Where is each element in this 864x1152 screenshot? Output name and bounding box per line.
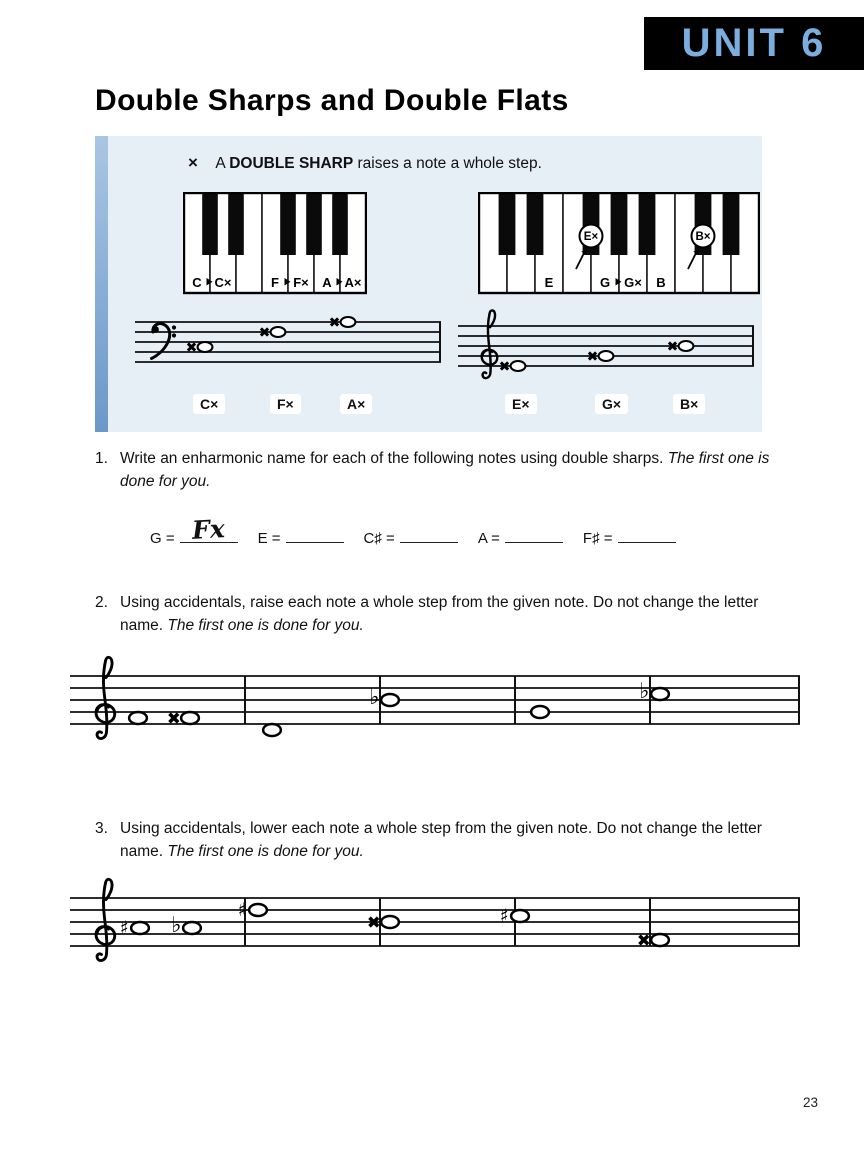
whole-note — [381, 916, 399, 928]
answer-blank — [505, 538, 563, 543]
whole-note — [341, 317, 356, 327]
answer-label: F♯ = — [582, 530, 613, 547]
key-label: C× — [214, 275, 232, 290]
exercise-number: 2. — [95, 594, 108, 611]
whole-note — [131, 922, 149, 934]
answer-label: E = — [257, 530, 281, 547]
answer-label: A = — [477, 530, 500, 547]
page-number: 23 — [802, 1095, 818, 1110]
answer-item — [583, 502, 676, 547]
key-label: G — [599, 275, 611, 290]
black-key — [527, 193, 544, 255]
exercise-instruction: Using accidentals, raise each note a whole step from the given note. Do not change the letter name. — [120, 594, 759, 634]
accidental-double-sharp — [188, 343, 195, 350]
note-label-chip: E× — [505, 394, 537, 414]
whole-note — [181, 712, 199, 724]
whole-note — [249, 904, 267, 916]
key-label: A — [322, 275, 332, 290]
whole-note — [381, 694, 399, 706]
exercise-1 — [95, 448, 771, 494]
key-label: B — [656, 275, 666, 290]
exercise-number: 1. — [95, 450, 108, 467]
accidental-sharp: ♯ — [237, 900, 247, 921]
black-key — [639, 193, 656, 255]
answer-blank — [180, 514, 238, 545]
exercise-note: The first one is done for you. — [120, 450, 770, 490]
answer-item — [150, 502, 238, 547]
accent-bar — [95, 136, 108, 432]
enharmonic-label: B× — [695, 231, 711, 243]
whole-note — [679, 341, 694, 351]
whole-note — [511, 361, 526, 371]
lead-prefix: A — [215, 155, 225, 172]
black-key — [611, 193, 628, 255]
whole-note — [198, 342, 213, 352]
page-title: Double Sharps and Double Flats — [95, 84, 569, 117]
exercise-note: The first one is done for you. — [167, 616, 364, 634]
accidental-flat: ♭ — [639, 679, 650, 705]
exercise-1-answers — [150, 502, 676, 547]
whole-note — [129, 712, 147, 724]
answer-item — [258, 502, 344, 547]
black-key — [723, 193, 740, 255]
treble-clef-icon — [96, 657, 115, 738]
exercise-note: The first one is done for you. — [167, 842, 364, 860]
answer-blank — [400, 538, 458, 543]
whole-note — [183, 922, 201, 934]
answer-label: C♯ = — [363, 530, 395, 547]
black-key — [306, 193, 322, 255]
accidental-flat: ♭ — [369, 685, 380, 711]
answer-label: G = — [150, 530, 175, 547]
bass-staff-example — [135, 314, 443, 376]
whole-note — [531, 706, 549, 718]
info-box — [95, 136, 762, 432]
black-key — [202, 193, 218, 255]
bass-clef-icon — [152, 324, 177, 359]
black-key — [228, 193, 244, 255]
lead-suffix: raises a note a whole step. — [357, 155, 542, 172]
accidental-flat: ♭ — [171, 913, 182, 939]
lead-term: DOUBLE SHARP — [229, 155, 354, 172]
accidental-double-sharp — [169, 714, 178, 723]
exercise-text — [120, 592, 771, 638]
exercise-number: 3. — [95, 820, 108, 837]
key-label: E — [544, 275, 554, 290]
treble-clef-icon — [96, 879, 115, 960]
key-label: G× — [624, 275, 642, 290]
key-label: F× — [293, 275, 309, 290]
treble-clef-icon — [482, 310, 498, 378]
whole-note — [511, 910, 529, 922]
answer-item — [478, 502, 563, 547]
accidental-sharp: ♯ — [499, 906, 509, 927]
unit-banner — [644, 17, 864, 70]
exercise-2 — [95, 592, 771, 638]
keyboard-diagram-right — [478, 192, 760, 295]
answer-blank — [618, 538, 676, 543]
answer-blank — [286, 538, 344, 543]
handwritten-answer: Fx — [190, 514, 226, 545]
black-key — [332, 193, 348, 255]
note-label-chip: B× — [673, 394, 705, 414]
key-label: F — [271, 275, 279, 290]
note-label-chip: G× — [595, 394, 628, 414]
note-label-chip: A× — [340, 394, 372, 414]
exercise-instruction: Using accidentals, lower each note a whole step from the given note. Do not change the letter name. — [120, 820, 762, 860]
exercise-text — [120, 818, 771, 864]
exercise-3 — [95, 818, 771, 864]
exercise-text — [120, 448, 771, 494]
note-label-chip: C× — [193, 394, 225, 414]
black-key — [499, 193, 516, 255]
whole-note — [599, 351, 614, 361]
whole-note — [651, 934, 669, 946]
whole-note — [263, 724, 281, 736]
black-key — [280, 193, 296, 255]
accidental-double-sharp — [639, 936, 648, 945]
whole-note — [271, 327, 286, 337]
accidental-sharp: ♯ — [119, 918, 129, 939]
exercise-instruction: Write an enharmonic name for each of the following notes using double sharps. — [120, 450, 664, 467]
keyboard-diagram-left — [183, 192, 367, 295]
whole-note — [651, 688, 669, 700]
enharmonic-label: E× — [583, 231, 599, 243]
unit-banner-label: UNIT 6 — [681, 21, 827, 65]
answer-item — [364, 502, 458, 547]
treble-staff-example — [458, 296, 756, 400]
note-label-chip: F× — [270, 394, 301, 414]
lead-text — [188, 153, 542, 173]
staff-exercise-3 — [70, 872, 802, 980]
staff-exercise-2 — [70, 650, 802, 758]
key-label: A× — [344, 275, 362, 290]
key-label: C — [192, 275, 202, 290]
double-sharp-icon: × — [188, 153, 198, 172]
